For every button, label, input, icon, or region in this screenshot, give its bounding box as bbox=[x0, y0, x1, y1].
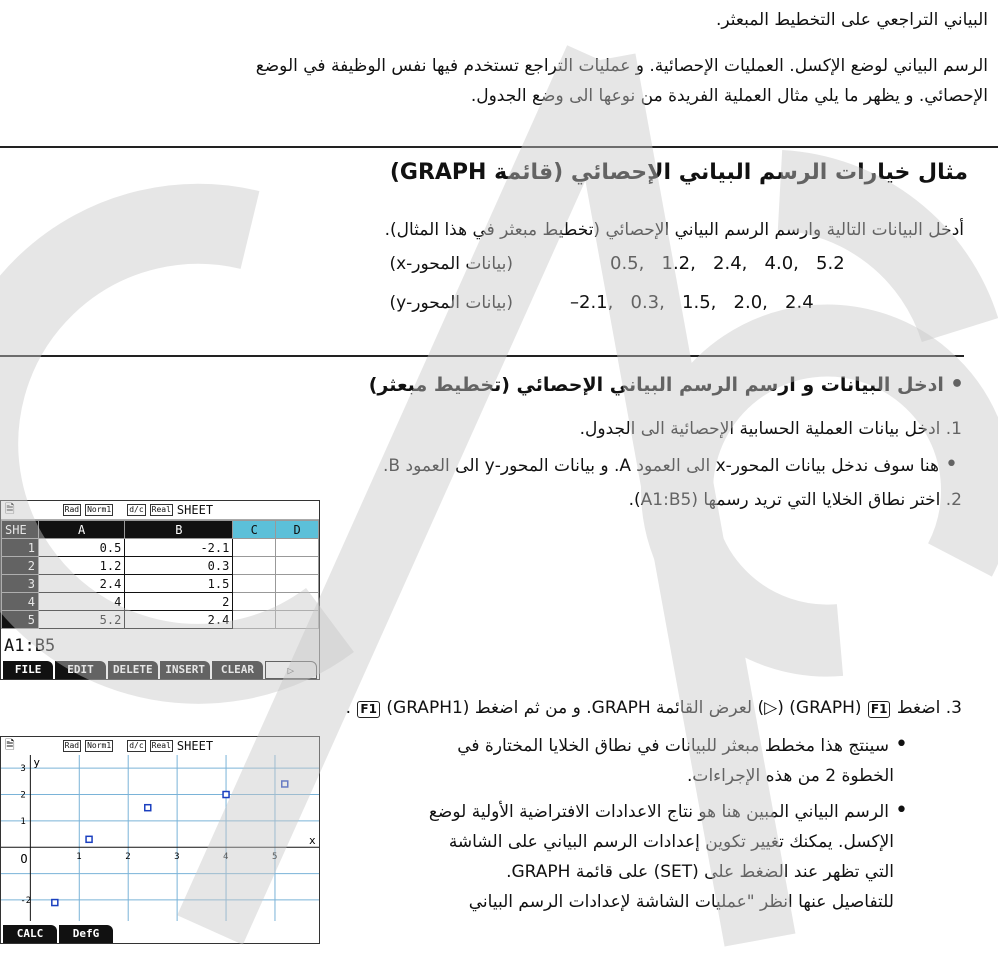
y-axis-data-label: (بيانات المحور-y) bbox=[389, 293, 513, 313]
data-point bbox=[223, 792, 229, 798]
file-button[interactable]: FILE bbox=[3, 661, 53, 679]
step-3-prefix: 3. اضغط bbox=[896, 698, 962, 718]
cell-c5[interactable] bbox=[233, 611, 276, 629]
step-3-text: (GRAPH) (▷) لعرض القائمة GRAPH. و من ثم اضغط (GRAPH1) bbox=[386, 698, 862, 718]
intro-line-3: الإحصائي. و يظهر ما يلي مثال العملية الفريدة من نوعها الى وضع الجدول. bbox=[470, 86, 988, 106]
def-graph-button[interactable]: DefG bbox=[59, 925, 113, 943]
cell-a1[interactable]: 0.5 bbox=[39, 539, 125, 557]
data-point bbox=[86, 836, 92, 842]
data-point bbox=[282, 781, 288, 787]
procedure-heading-text: ادخل البيانات و ارسم الرسم البياني الإحصائي (تخطيط مبعثر) bbox=[368, 374, 944, 396]
f1-key: F1 bbox=[357, 701, 380, 718]
step-3-note-2-line-1: الرسم البياني المبين هنا هو نتاج الاعدادات الافتراضية الأولية لوضع bbox=[428, 802, 890, 822]
bullet-icon bbox=[889, 736, 908, 756]
step-2: 2. اختر نطاق الخلايا التي تريد رسمها (A1:B5). bbox=[628, 490, 962, 510]
y-tick-label: -2 bbox=[20, 895, 32, 906]
step-3: 3. اضغط F1 (GRAPH) (▷) لعرض القائمة GRAPH. و من ثم اضغط (GRAPH1) F1 . bbox=[345, 698, 962, 718]
col-header-c[interactable]: C bbox=[233, 521, 276, 539]
y-tick-label: 3 bbox=[20, 764, 26, 775]
x-axis-data-label: (بيانات المحور-x) bbox=[389, 254, 513, 274]
intro-line-2: الرسم البياني لوضع الإكسل. العمليات الإحصائية. و عمليات التراجع تستخدم فيها نفس الوظيفة في الوضع bbox=[255, 56, 988, 76]
x-tick-label: 5 bbox=[271, 852, 278, 863]
cell-c1[interactable] bbox=[233, 539, 276, 557]
table-row bbox=[2, 611, 319, 629]
mode-title: SHEET bbox=[176, 503, 214, 517]
step-3-note-2-line-3: التي تظهر عند الضغط على (SET) على قائمة GRAPH. bbox=[506, 862, 894, 882]
cell-d1[interactable] bbox=[276, 539, 319, 557]
cell-b1[interactable]: -2.1 bbox=[125, 539, 233, 557]
data-point bbox=[52, 900, 58, 906]
step-3-note-2-line-2: الإكسل. يمكنك تغيير تكوين إعدادات الرسم البياني على الشاشة bbox=[448, 832, 894, 852]
status-angle: Rad bbox=[64, 741, 80, 750]
x-axis-data-values: 0.5, 1.2, 2.4, 4.0, 5.2 bbox=[610, 253, 845, 274]
function-key-bar bbox=[1, 661, 319, 679]
cell-b5[interactable]: 2.4 bbox=[125, 611, 233, 629]
status-complex: Real bbox=[151, 505, 171, 514]
table-row bbox=[2, 539, 319, 557]
function-key-bar bbox=[1, 925, 115, 943]
status-bar bbox=[1, 737, 319, 755]
example-instruction: أدخل البيانات التالية وارسم الرسم البياني الإحصائي (تخطيط مبعثر في هذا المثال). bbox=[384, 220, 964, 240]
clear-button[interactable]: CLEAR bbox=[212, 661, 262, 679]
row-number[interactable]: 1 bbox=[2, 539, 39, 557]
row-number[interactable]: 3 bbox=[2, 575, 39, 593]
y-tick-label: 1 bbox=[20, 816, 26, 827]
graph-screen bbox=[0, 736, 320, 944]
f1-key: F1 bbox=[868, 701, 891, 718]
x-tick-label: 2 bbox=[125, 852, 131, 863]
x-tick-label: 3 bbox=[174, 852, 180, 863]
selection-range: A1:B5 bbox=[4, 636, 56, 656]
bullet-icon bbox=[944, 374, 964, 396]
step-1: 1. ادخل بيانات العملية الحسابية الإحصائية الى الجدول. bbox=[579, 419, 962, 439]
status-complex: Real bbox=[151, 741, 171, 750]
row-number[interactable]: 4 bbox=[2, 593, 39, 611]
status-display: Norm1 bbox=[87, 741, 112, 750]
status-angle: Rad bbox=[64, 505, 80, 514]
next-menu-button[interactable]: ▷ bbox=[265, 661, 317, 679]
cell-d5[interactable] bbox=[276, 611, 319, 629]
step-3-note-1-line-1: سينتج هذا مخطط مبعثر للبيانات في نطاق الخلايا المختارة في bbox=[457, 736, 890, 756]
status-fraction: d/c bbox=[129, 741, 144, 750]
table-row bbox=[2, 593, 319, 611]
x-tick-label: 1 bbox=[76, 852, 82, 863]
section-divider bbox=[0, 146, 998, 148]
doc-icon: 🗎 bbox=[5, 501, 15, 516]
y-tick-label: 2 bbox=[20, 790, 26, 801]
step-1-note-text: هنا سوف ندخل بيانات المحور-x الى العمود A. و بيانات المحور-y الى العمود B. bbox=[383, 456, 940, 476]
step-3-note-1 bbox=[457, 730, 908, 791]
bullet-icon bbox=[939, 456, 958, 476]
data-point bbox=[145, 805, 151, 811]
row-number[interactable]: 5 bbox=[2, 611, 39, 629]
doc-icon: 🗎 bbox=[5, 737, 15, 752]
bullet-icon bbox=[889, 802, 908, 822]
col-header-a[interactable]: A bbox=[39, 521, 125, 539]
cell-a2[interactable]: 1.2 bbox=[39, 557, 125, 575]
cell-b4[interactable]: 2 bbox=[125, 593, 233, 611]
cell-c2[interactable] bbox=[233, 557, 276, 575]
table-row bbox=[2, 557, 319, 575]
x-tick-label: 4 bbox=[223, 852, 229, 863]
spreadsheet-screen bbox=[0, 500, 320, 680]
procedure-heading bbox=[369, 372, 964, 397]
cell-d4[interactable] bbox=[276, 593, 319, 611]
status-fraction: d/c bbox=[129, 505, 144, 514]
table-row bbox=[2, 575, 319, 593]
insert-button[interactable]: INSERT bbox=[160, 661, 210, 679]
scatter-plot bbox=[1, 755, 319, 921]
step-3-note-2-line-4: للتفاصيل عنها انظر "عمليات الشاشة لإعدادات الرسم البياني bbox=[468, 892, 894, 912]
section-title: مثال خيارات الرسم البياني الإحصائي (قائمة GRAPH) bbox=[389, 160, 968, 185]
status-bar bbox=[1, 501, 319, 520]
edit-button[interactable]: EDIT bbox=[55, 661, 105, 679]
sheet-header-row bbox=[2, 521, 319, 539]
cell-b3[interactable]: 1.5 bbox=[125, 575, 233, 593]
cell-c4[interactable] bbox=[233, 593, 276, 611]
step-1-note bbox=[383, 449, 958, 482]
step-3-note-2 bbox=[429, 796, 908, 917]
cell-a4[interactable]: 4 bbox=[39, 593, 125, 611]
y-axis-data-values: –2.1, 0.3, 1.5, 2.0, 2.4 bbox=[570, 292, 814, 313]
cell-d3[interactable] bbox=[276, 575, 319, 593]
cell-a3[interactable]: 2.4 bbox=[39, 575, 125, 593]
cell-b2[interactable]: 0.3 bbox=[125, 557, 233, 575]
col-header-d[interactable]: D bbox=[276, 521, 319, 539]
col-header-b[interactable]: B bbox=[125, 521, 233, 539]
mode-title: SHEET bbox=[176, 739, 214, 753]
status-display: Norm1 bbox=[87, 505, 112, 514]
intro-line-1: البياني التراجعي على التخطيط المبعثر. bbox=[715, 10, 988, 30]
calc-button[interactable]: CALC bbox=[3, 925, 57, 943]
x-axis-label: x bbox=[309, 834, 316, 848]
origin-label: O bbox=[20, 852, 28, 867]
cell-a5[interactable]: 5.2 bbox=[39, 611, 125, 629]
row-number[interactable]: 2 bbox=[2, 557, 39, 575]
example-divider bbox=[0, 355, 964, 357]
sheet-table bbox=[1, 520, 319, 629]
cell-d2[interactable] bbox=[276, 557, 319, 575]
step-3-note-1-line-2: الخطوة 2 من هذه الإجراءات. bbox=[687, 766, 894, 786]
delete-button[interactable]: DELETE bbox=[108, 661, 158, 679]
cell-c3[interactable] bbox=[233, 575, 276, 593]
sheet-corner: SHE bbox=[2, 521, 39, 539]
y-axis-label: y bbox=[33, 756, 40, 769]
